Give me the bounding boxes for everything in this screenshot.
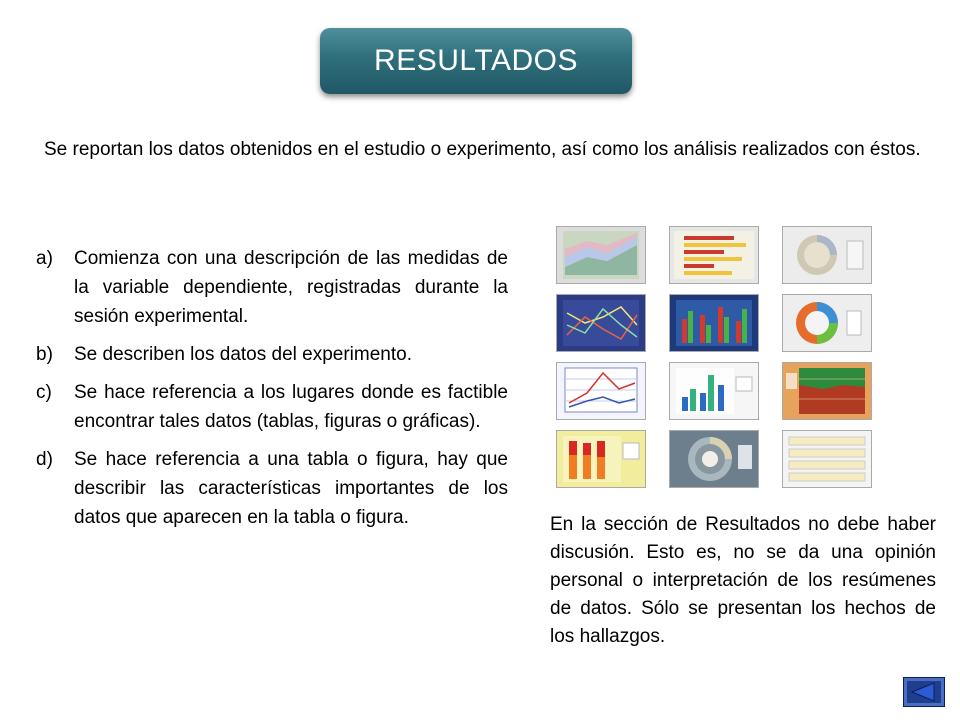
list-item-text: Se hace referencia a los lugares donde es factible encontrar tales datos (tablas, figuras o gráficas). [74, 382, 508, 432]
bar-gauge-chart-icon [782, 430, 872, 488]
line-chart-grid-icon [556, 362, 646, 420]
list-item [36, 340, 508, 369]
stacked-area-chart-icon [782, 362, 872, 420]
list-item [36, 244, 508, 331]
intro-paragraph: Se reportan los datos obtenidos en el estudio o experimento, así como los análisis realizados con éstos. [44, 139, 921, 160]
donut-chart-icon [782, 226, 872, 284]
horizontal-bar-chart-icon [669, 226, 759, 284]
column-chart-icon [669, 294, 759, 352]
list-marker: c) [36, 382, 52, 403]
list-item-text: Se hace referencia a una tabla o figura, hay que describir las características importantes de los datos que aparecen en la tabla o figura. [74, 449, 508, 528]
back-button[interactable] [903, 677, 945, 707]
title-banner [320, 28, 632, 94]
column-chart-light-icon [669, 362, 759, 420]
list-marker: d) [36, 449, 53, 470]
list-item [36, 445, 508, 532]
radial-chart-icon [669, 430, 759, 488]
line-chart-icon [556, 294, 646, 352]
list-item-text: Se describen los datos del experimento. [74, 344, 412, 365]
list-item [36, 378, 508, 436]
back-arrow-icon [904, 678, 944, 706]
list-item-text: Comienza con una descripción de las medidas de la variable dependiente, registradas durante la sesión experimental. [74, 248, 508, 327]
results-list [36, 244, 508, 541]
note-paragraph: En la sección de Resultados no debe haber discusión. Esto es, no se da una opinión personal o interpretación de los resúmenes de datos. Sólo se presentan los hechos de los hallazgos. [550, 514, 936, 647]
list-marker: a) [36, 248, 53, 269]
area-chart-icon [556, 226, 646, 284]
list-marker: b) [36, 344, 53, 365]
stacked-column-chart-icon [556, 430, 646, 488]
page-title: RESULTADOS [374, 44, 578, 77]
ring-chart-icon [782, 294, 872, 352]
chart-thumbnails-grid [556, 226, 872, 488]
